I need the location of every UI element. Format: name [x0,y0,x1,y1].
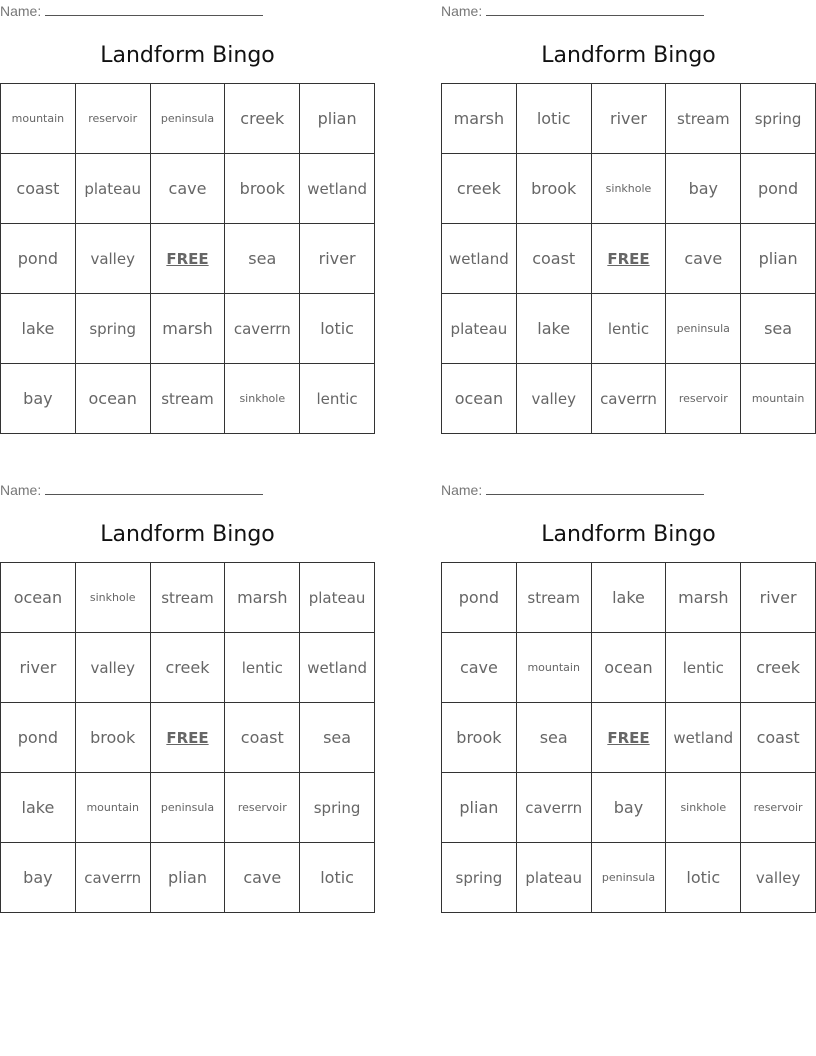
bingo-cell: sinkhole [76,563,151,633]
bingo-cell: creek [442,154,517,224]
bingo-cell: valley [517,364,592,434]
bingo-cell: caverrn [592,364,667,434]
bingo-cell: lotic [517,84,592,154]
bingo-cell: creek [151,633,226,703]
bingo-cell: peninsula [151,773,226,843]
bingo-cell: mountain [1,84,76,154]
bingo-grid [441,83,816,434]
bingo-cell: pond [1,703,76,773]
bingo-cell: mountain [741,364,816,434]
bingo-cell: stream [151,563,226,633]
bingo-cell: peninsula [151,84,226,154]
bingo-cell: river [592,84,667,154]
bingo-cell: plian [300,84,375,154]
bingo-cell: reservoir [225,773,300,843]
name-blank [45,2,263,16]
name-label: Name: [441,482,483,498]
name-line [0,481,263,499]
bingo-cell: plateau [300,563,375,633]
bingo-cell: pond [442,563,517,633]
bingo-cell: lake [517,294,592,364]
bingo-grid [441,562,816,913]
bingo-cell: bay [666,154,741,224]
bingo-cell: marsh [225,563,300,633]
bingo-cell: reservoir [741,773,816,843]
bingo-cell: sinkhole [666,773,741,843]
bingo-cell: spring [741,84,816,154]
bingo-cell: wetland [300,154,375,224]
bingo-cell: brook [517,154,592,224]
bingo-cell: sea [225,224,300,294]
bingo-cell: reservoir [76,84,151,154]
bingo-cell: lake [1,773,76,843]
bingo-cell: sinkhole [592,154,667,224]
name-blank [486,481,704,495]
bingo-cell: cave [442,633,517,703]
bingo-cell: coast [517,224,592,294]
bingo-cell: lotic [300,843,375,913]
bingo-grid [0,83,375,434]
bingo-cell: coast [225,703,300,773]
bingo-cell: bay [592,773,667,843]
bingo-cell: stream [666,84,741,154]
bingo-cell: plateau [76,154,151,224]
bingo-grid [0,562,375,913]
bingo-cell: cave [151,154,226,224]
bingo-cell: sinkhole [225,364,300,434]
bingo-cell: coast [741,703,816,773]
bingo-cell: valley [76,633,151,703]
bingo-cell: wetland [300,633,375,703]
bingo-cell: ocean [592,633,667,703]
bingo-cell: brook [225,154,300,224]
name-blank [486,2,704,16]
name-label: Name: [0,482,42,498]
name-blank [45,481,263,495]
bingo-cell: river [741,563,816,633]
bingo-cell: lentic [225,633,300,703]
card-title: Landform Bingo [541,43,716,68]
bingo-cell: stream [517,563,592,633]
bingo-cell: wetland [442,224,517,294]
free-space: FREE [592,703,667,773]
card-title: Landform Bingo [100,522,275,547]
bingo-cell: river [1,633,76,703]
bingo-cell: caverrn [76,843,151,913]
bingo-cell: lake [1,294,76,364]
bingo-cell: creek [225,84,300,154]
bingo-cell: lentic [592,294,667,364]
name-line [0,2,263,20]
bingo-cell: caverrn [225,294,300,364]
bingo-cell: cave [225,843,300,913]
bingo-cell: cave [666,224,741,294]
card-title: Landform Bingo [100,43,275,68]
bingo-cell: lotic [300,294,375,364]
name-line [441,2,704,20]
bingo-cell: ocean [1,563,76,633]
bingo-cell: spring [300,773,375,843]
free-space: FREE [151,224,226,294]
bingo-cell: lentic [300,364,375,434]
bingo-cell: sea [517,703,592,773]
bingo-cell: peninsula [592,843,667,913]
bingo-cell: plian [442,773,517,843]
bingo-cell: spring [76,294,151,364]
bingo-cell: valley [76,224,151,294]
bingo-cell: lake [592,563,667,633]
bingo-cell: marsh [151,294,226,364]
card-title: Landform Bingo [541,522,716,547]
name-label: Name: [441,3,483,19]
bingo-cell: pond [1,224,76,294]
bingo-cell: ocean [76,364,151,434]
bingo-cell: valley [741,843,816,913]
bingo-cell: creek [741,633,816,703]
bingo-cell: lotic [666,843,741,913]
bingo-cell: ocean [442,364,517,434]
bingo-cell: mountain [517,633,592,703]
free-space: FREE [592,224,667,294]
bingo-cell: plian [741,224,816,294]
bingo-cell: peninsula [666,294,741,364]
bingo-cell: pond [741,154,816,224]
bingo-cell: marsh [666,563,741,633]
bingo-cell: sea [741,294,816,364]
bingo-cell: stream [151,364,226,434]
bingo-cell: plateau [517,843,592,913]
bingo-cell: brook [76,703,151,773]
bingo-cell: spring [442,843,517,913]
bingo-cell: plateau [442,294,517,364]
bingo-cell: mountain [76,773,151,843]
bingo-cell: bay [1,364,76,434]
bingo-cell: reservoir [666,364,741,434]
bingo-cell: marsh [442,84,517,154]
bingo-cell: wetland [666,703,741,773]
name-label: Name: [0,3,42,19]
bingo-cell: plian [151,843,226,913]
bingo-cell: caverrn [517,773,592,843]
bingo-cell: river [300,224,375,294]
bingo-cell: coast [1,154,76,224]
bingo-cell: sea [300,703,375,773]
bingo-cell: bay [1,843,76,913]
free-space: FREE [151,703,226,773]
bingo-cell: lentic [666,633,741,703]
bingo-cell: brook [442,703,517,773]
name-line [441,481,704,499]
